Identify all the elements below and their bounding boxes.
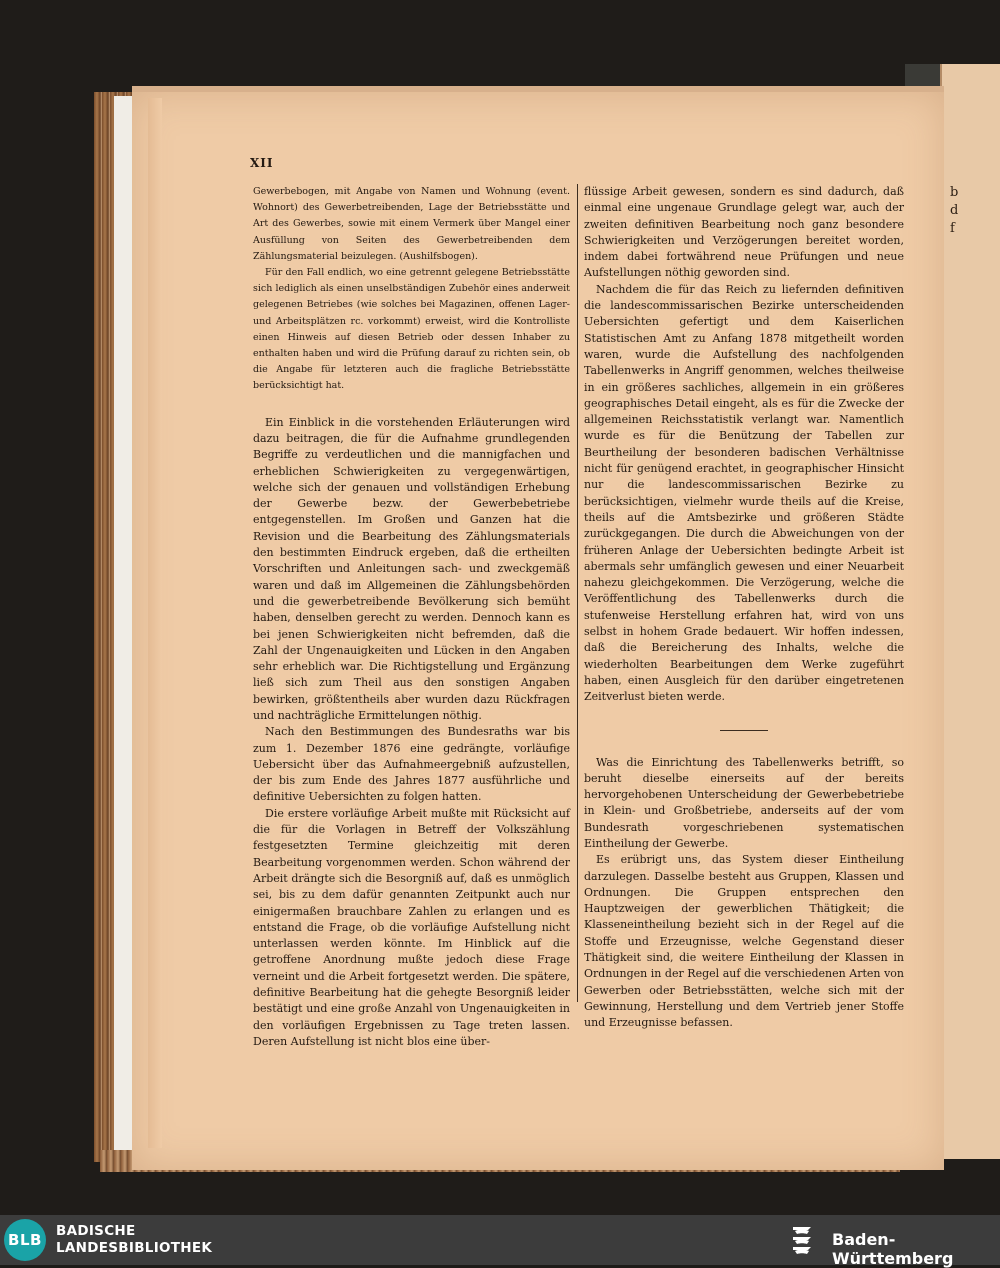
- footnote-paragraph: Für den Fall endlich, wo eine getrennt gelegene Betriebsstätte sich lediglich als einen unselbständigen Zubehör eines anderweit gelegenen Betriebes (wie solches bei Magazinen, offenen Lager- und Arbeitsplätzen rc. vorkommt) erweist, wird die Kontrolliste einen Hinweis auf diesen Betrieb oder dessen Inhaber zu enthalten haben und wird die Prüfung darauf zu richten sein, ob die Angabe für letzteren auch die fragliche Betriebsstätte berücksichtigt hat.: [253, 267, 570, 392]
- page-number: XII: [250, 156, 274, 170]
- footer-bar: [0, 1215, 1000, 1268]
- paper-sliver: [114, 96, 134, 1156]
- library-name-line1: BADISCHE: [56, 1223, 136, 1239]
- adjacent-text-line: b: [950, 185, 959, 200]
- adjacent-text-line: d: [950, 203, 959, 218]
- footnote: [253, 184, 570, 395]
- adjacent-page-text: [950, 184, 958, 238]
- library-name-line2: LANDESBIBLIOTHEK: [56, 1240, 213, 1256]
- right-column: [584, 184, 904, 1032]
- paragraph: Nach den Bestimmungen des Bundesraths war bis zum 1. Dezember 1876 eine gedrängte, vorläufige Uebersicht über das Aufnahmeergebniß aufzustellen, der bis zum Ende des Jahres 1877 ausführliche und definitive Uebersichten zu folgen hatten.: [253, 725, 570, 804]
- state-name[interactable]: Baden-Württemberg: [832, 1230, 954, 1268]
- section-divider: [720, 730, 768, 731]
- paragraph: flüssige Arbeit gewesen, sondern es sind dadurch, daß einmal eine ungenaue Grundlage gelegt war, auch der zweiten definitiven Bearbeitung noch ganz besondere Schwierigkeiten und Verzögerungen bereitet worden, indem dabei fortwährend neue Prüfungen und neue Aufstellungen nöthig geworden sind.: [584, 185, 904, 280]
- right-body-text: [584, 184, 904, 1032]
- paragraph: Was die Einrichtung des Tabellenwerks betrifft, so beruht dieselbe einerseits auf der bereits hervorgehobenen Unterscheidung der Gewerbebetriebe in Klein- und Großbetriebe, anderseits auf der vom Bundesrath vorgeschriebenen systematischen Eintheilung der Gewerbe.: [584, 755, 904, 850]
- footnote-paragraph: Gewerbebogen, mit Angabe von Namen und Wohnung (event. Wohnort) des Gewerbetreibenden, Lage der Betriebsstätte und Art des Gewerbes, sowie mit einem Vermerk über Mangel einer Ausfüllung von Seiten des Gewerbetreibenden dem Zählungsmaterial beizulegen. (Aushilfsbogen).: [253, 186, 570, 262]
- library-name[interactable]: [56, 1223, 212, 1257]
- adjacent-text-line: f: [950, 221, 955, 236]
- paragraph: Es erübrigt uns, das System dieser Eintheilung darzulegen. Dasselbe besteht aus Gruppen, Klassen und Ordnungen. Die Gruppen entsprechen den Hauptzweigen der gewerblichen Thätigkeit; die Klasseneintheilung bezieht sich in der Regel auf die Stoffe und Erzeugnisse, welche Gegenstand dieser Thätigkeit sind, die weitere Eintheilung der Klassen in Ordnungen in der Regel auf die verschiedenen Arten von Gewerben oder Betriebsstätten, welche sich mit der Gewinnung, Herstellung und dem Vertrieb jener Stoffe und Erzeugnisse befassen.: [584, 853, 904, 1030]
- left-body-text: [253, 415, 570, 1051]
- paragraph: Nachdem die für das Reich zu liefernden definitiven die landescommissarischen Bezirke unterscheidenden Uebersichten gefertigt und dem Kaiserlichen Statistischen Amt zu Anfang 1878 mitgetheilt worden waren, wurde die Aufstellung des nachfolgenden Tabellenwerks in Angriff genommen, welches theilweise in ein größeres sachliches, allgemein in ein größeres geographisches Detail eingeht, als es für die Zwecke der allgemeinen Reichsstatistik verlangt war. Namentlich wurde es für die Benützung der Tabellen zur Beurtheilung der besonderen badischen Verhältnisse nicht für genügend erachtet, in geographischer Hinsicht nur die landescommissarischen Bezirke zu berücksichtigen, vielmehr wurde theils auf die Kreise, theils auf die Amtsbezirke und größeren Städte zurückgegangen. Die durch die Abweichungen von der früheren Anlage der Uebersichten bedingte Arbeit ist abermals sehr umfänglich gewesen und einer Neuarbeit nahezu gleichgekommen. Die Verzögerung, welche die Veröffentlichung des Tabellenwerks durch die stufenweise Herstellung erfahren hat, wird von uns selbst in hohem Grade bedauert. Wir hoffen indessen, daß die Bereicherung des Inhalts, welche die wiederholten Bearbeitungen dem Werke zugeführt haben, einen Ausgleich für den darüber eingetretenen Zeitverlust bieten werde.: [584, 282, 904, 704]
- blb-logo[interactable]: BLB: [4, 1219, 46, 1261]
- left-column: [253, 184, 570, 1050]
- paragraph: Die erstere vorläufige Arbeit mußte mit Rücksicht auf die für die Vorlagen in Betreff der Volkszählung festgesetzten Termine gleichzeitig mit deren Bearbeitung vorgenommen werden. Schon während der Arbeit drängte sich die Besorgniß auf, daß es unmöglich sei, bis zu dem dafür genannten Zeitpunkt auch nur einigermaßen brauchbare Zahlen zu erlangen und es entstand die Frage, ob die vorläufige Aufstellung nicht unterlassen werden könnte. Im Hinblick auf die getroffene Anordnung mußte jedoch diese Frage verneint und die Arbeit fortgesetzt werden. Die spätere, definitive Bearbeitung hat die gehegte Besorgniß leider bestätigt und eine große Anzahl von Ungenauigkeiten in den vorläufigen Ergebnissen zu Tage treten lassen. Deren Aufstellung ist nicht blos eine über-: [253, 806, 570, 1048]
- three-lions-crest-icon[interactable]: [790, 1223, 824, 1257]
- paragraph: Ein Einblick in die vorstehenden Erläuterungen wird dazu beitragen, die für die Aufnahme grundlegenden Begriffe zu verdeutlichen und die mannigfachen und erheblichen Schwierigkeiten zu vergegenwärtigen, welche sich der genauen und vollständigen Erhebung der Gewerbe bezw. der Gewerbebetriebe entgegenstellen. Im Großen und Ganzen hat die Revision und die Bearbeitung des Zählungsmaterials den bestimmten Eindruck ergeben, daß die ertheilten Vorschriften und Anleitungen sach- und zweckgemäß waren und daß im Allgemeinen die Zählungsbehörden und die gewerbetreibende Bevölkerung sich bemüht haben, denselben gerecht zu werden. Dennoch kann es bei jenen Schwierigkeiten nicht befremden, daß die Zahl der Ungenauigkeiten und Lücken in den Angaben sehr erheblich war. Die Richtigstellung und Ergänzung ließ sich zum Theil aus den sonstigen Angaben bewirken, größtentheils aber wurden dazu Rückfragen und nachträgliche Ermittelungen nöthig.: [253, 415, 570, 722]
- column-divider: [577, 184, 578, 1002]
- page-gutter-shadow: [148, 98, 162, 1148]
- adjacent-page: [940, 64, 1000, 1159]
